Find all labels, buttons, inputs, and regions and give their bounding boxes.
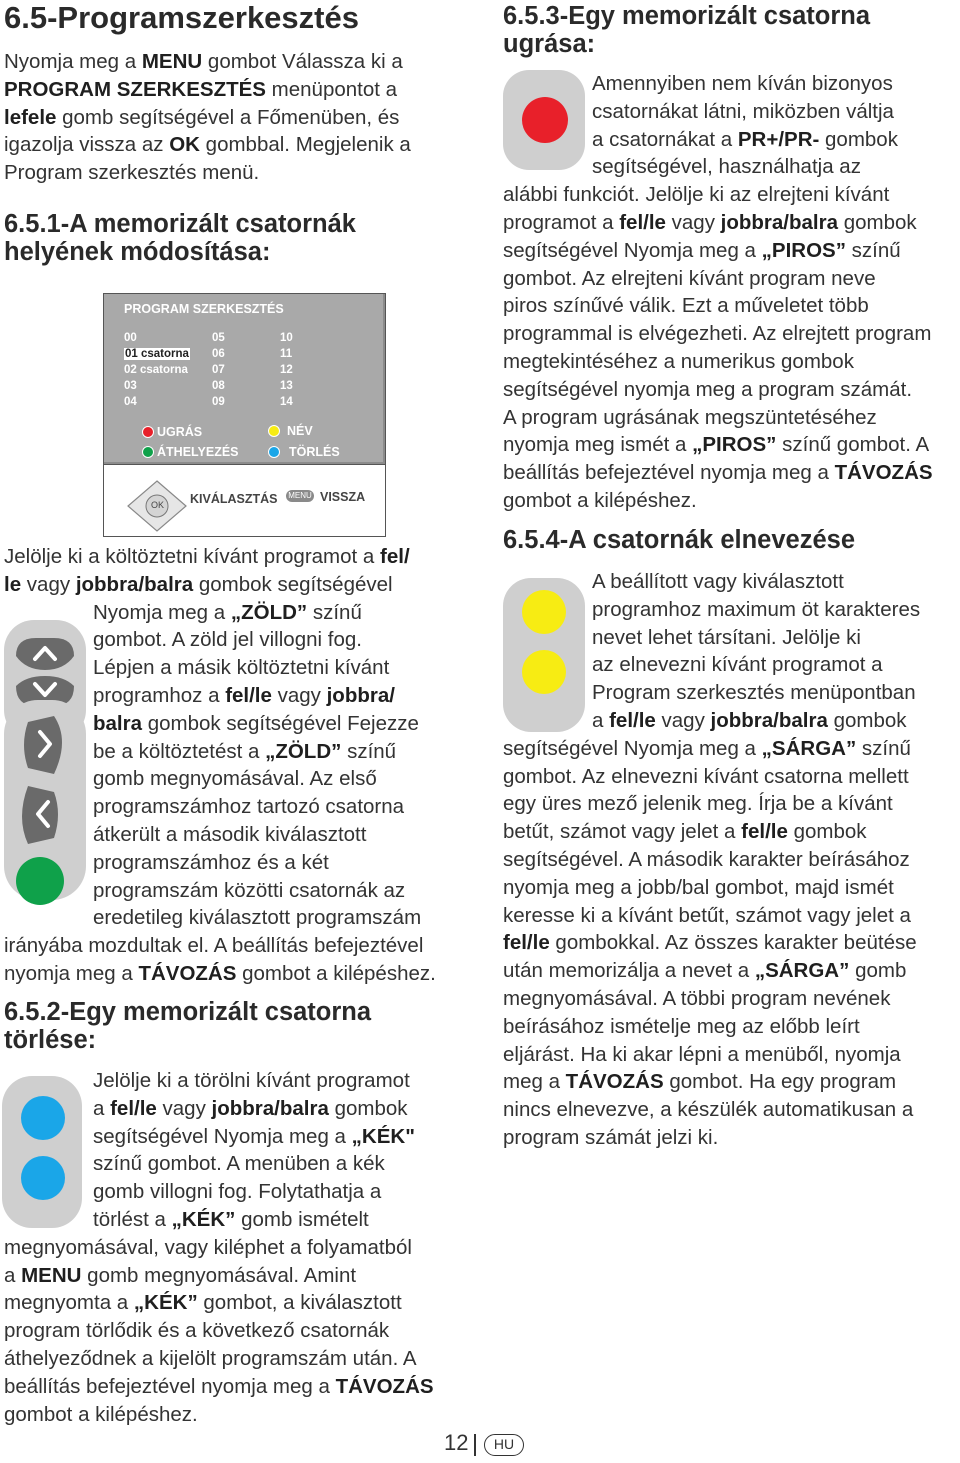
text-run: segítségével. A második karakter beírásához bbox=[503, 847, 910, 871]
text-run: program számát jelzi ki. bbox=[503, 1125, 719, 1149]
heading-654: 6.5.4-A csatornák elnevezése bbox=[503, 526, 856, 554]
text-line bbox=[503, 679, 920, 707]
text-line bbox=[503, 153, 933, 181]
text-run: gomb bbox=[849, 959, 907, 983]
language-badge: HU bbox=[484, 1434, 524, 1456]
bold-term: lefele bbox=[4, 105, 57, 129]
text-line bbox=[503, 735, 920, 763]
text-run: programmal is elvégezheti. Az elrejtett program bbox=[503, 322, 932, 346]
back-label: VISSZA bbox=[320, 490, 366, 504]
menu-channel-cell: 12 bbox=[280, 364, 293, 376]
text-run: vagy bbox=[156, 1096, 212, 1120]
text-line bbox=[4, 1206, 434, 1234]
text-run: eredetileg kiválasztott programszám bbox=[93, 906, 422, 930]
text-run: a csatornákat a bbox=[592, 127, 738, 151]
text-line bbox=[503, 985, 920, 1013]
menu-channel-cell: 06 bbox=[212, 348, 225, 360]
bold-term: balra bbox=[93, 711, 142, 735]
text-line bbox=[503, 596, 920, 624]
text-line bbox=[4, 960, 436, 988]
text-run: nyomja meg a jobb/bal gombot, majd ismét bbox=[503, 875, 894, 899]
text-run: gomb segítségével a Főmenüben, és bbox=[56, 105, 400, 129]
menu-channel-cell: 04 bbox=[124, 396, 137, 408]
text-run: gombok bbox=[838, 210, 917, 234]
select-label: KIVÁLASZTÁS bbox=[190, 492, 278, 506]
text-run: gombokkal. Az összes karakter beütése bbox=[549, 931, 917, 955]
text-run: be a költöztetést a bbox=[93, 739, 266, 763]
text-run: alábbi funkciót. Jelölje ki az elrejteni kívánt bbox=[503, 183, 890, 207]
text-line bbox=[503, 1041, 920, 1069]
text-line bbox=[4, 76, 411, 104]
text-line bbox=[503, 404, 933, 432]
text-line bbox=[503, 957, 920, 985]
menu-channel-cell: 14 bbox=[280, 396, 293, 408]
text-line bbox=[503, 929, 920, 957]
text-run: Amennyiben nem kíván bizonyos bbox=[592, 72, 893, 95]
text-run: nyomja meg a bbox=[4, 961, 139, 985]
text-run: színű bbox=[307, 600, 362, 624]
text-line bbox=[503, 1013, 920, 1041]
heading-652-line1: 6.5.2-Egy memorizált csatorna bbox=[4, 998, 372, 1026]
menu-channel-cell: 00 bbox=[124, 332, 137, 344]
text-run: színű gombot. A menüben a kék bbox=[93, 1152, 385, 1176]
text-run: meg a bbox=[503, 1070, 566, 1094]
text-run: gombok segítségével Fejezze bbox=[142, 711, 419, 735]
text-run: beírásához ismételje meg az előbb leírt bbox=[503, 1014, 860, 1038]
text-line bbox=[503, 265, 933, 293]
menu-title: PROGRAM SZERKESZTÉS bbox=[124, 302, 284, 316]
text-line bbox=[4, 1262, 434, 1290]
text-run: gombot Válassza ki a bbox=[202, 50, 403, 73]
menu-channel-cell: 11 bbox=[280, 348, 293, 360]
bold-term: MENU bbox=[141, 50, 203, 73]
bold-term: TÁVOZÁS bbox=[834, 461, 933, 485]
text-run: Program szerkesztés menüpontban bbox=[592, 681, 916, 705]
text-run: színű bbox=[845, 238, 901, 262]
text-run: megnyomásával, vagy kiléphet a folyamatból bbox=[4, 1235, 412, 1259]
text-line bbox=[4, 104, 411, 132]
text-line bbox=[4, 1401, 434, 1429]
bold-term: jobbra/balra bbox=[75, 572, 194, 596]
paragraph-654 bbox=[503, 568, 920, 1152]
text-run: Nyomja meg a bbox=[93, 600, 231, 624]
text-line bbox=[503, 902, 920, 930]
text-run: segítségével Nyomja meg a bbox=[503, 736, 762, 760]
text-run: csatornákat látni, miközben váltja bbox=[592, 99, 894, 123]
text-run: gombot a kilépéshez. bbox=[503, 488, 697, 512]
text-line bbox=[503, 292, 933, 320]
text-run: nevet lehet társítani. Jelölje ki bbox=[592, 625, 861, 649]
heading-652 bbox=[4, 998, 371, 1054]
text-run: a bbox=[4, 1263, 22, 1287]
text-run: gombot. Az elrejteni kívánt program neve bbox=[503, 266, 876, 290]
text-line bbox=[503, 459, 933, 487]
yellow-dot-icon bbox=[268, 425, 280, 437]
text-line bbox=[503, 487, 933, 515]
text-run: gombbal. Megjelenik a bbox=[199, 133, 411, 157]
text-run: gombot a kilépéshez. bbox=[236, 961, 436, 985]
menu-option-name: NÉV bbox=[287, 424, 313, 438]
heading-651 bbox=[4, 210, 356, 266]
text-line bbox=[503, 348, 933, 376]
text-run: betűt, számot vagy jelet a bbox=[503, 820, 742, 844]
heading-653 bbox=[503, 2, 870, 58]
heading-651-line2: helyének módosítása: bbox=[4, 238, 271, 266]
text-line bbox=[4, 1289, 434, 1317]
menu-help-bar bbox=[103, 465, 386, 537]
text-run: Lépjen a másik költöztetni kívánt bbox=[93, 656, 390, 680]
text-run: gombok bbox=[787, 820, 867, 844]
text-run: gomb megnyomásával. Az első bbox=[93, 767, 377, 791]
bold-term: fel/le bbox=[225, 683, 272, 707]
bold-term: fel/le bbox=[110, 1096, 157, 1120]
menu-channel-cell: 02 csatorna bbox=[124, 364, 188, 376]
text-line bbox=[503, 874, 920, 902]
text-line bbox=[4, 1345, 434, 1373]
bold-term: „PIROS” bbox=[692, 433, 777, 457]
bold-term: le bbox=[4, 572, 22, 596]
text-line bbox=[503, 376, 933, 404]
text-run: segítségével, használhatja az bbox=[592, 155, 861, 179]
text-run: színű bbox=[341, 739, 397, 763]
bold-term: jobbra/ bbox=[326, 683, 395, 707]
text-run: segítségével Nyomja meg a bbox=[503, 238, 762, 262]
text-run: A program ugrásának megszüntetéséhez bbox=[503, 405, 877, 429]
menu-channel-cell: 08 bbox=[212, 380, 225, 392]
text-run: gomb villogni fog. Folytathatja a bbox=[93, 1180, 382, 1204]
text-line bbox=[503, 1068, 920, 1096]
text-run: gombot a kilépéshez. bbox=[4, 1402, 198, 1426]
text-line bbox=[503, 320, 933, 348]
text-run: megtekintéséhez a numerikus gombok bbox=[503, 349, 854, 373]
text-run: színű bbox=[856, 736, 911, 760]
text-run: gombot. A zöld jel villogni fog. bbox=[93, 628, 362, 652]
text-run: áthelyeződnek a kijelölt programszám után. A bbox=[4, 1346, 417, 1370]
text-line bbox=[503, 624, 920, 652]
text-run: vagy bbox=[665, 210, 721, 234]
text-run: gombot. Ha egy program bbox=[663, 1070, 897, 1094]
text-run: segítségével Nyomja meg a bbox=[93, 1124, 352, 1148]
text-run: után memorizálja a nevet a bbox=[503, 959, 755, 983]
paragraph-intro bbox=[4, 48, 411, 187]
text-run: piros színűvé válik. Ezt a műveletet több bbox=[503, 294, 869, 318]
text-run: Program szerkesztés menü. bbox=[4, 161, 260, 185]
text-run: vagy bbox=[271, 683, 327, 707]
text-line bbox=[4, 159, 411, 187]
menu-key-icon: MENU bbox=[286, 490, 314, 502]
text-run: keresse ki a kívánt betűt, számot vagy jelet a bbox=[503, 903, 911, 927]
text-run: vagy bbox=[655, 708, 711, 732]
menu-channel-cell: 09 bbox=[212, 396, 225, 408]
text-run: gomb ismételt bbox=[235, 1207, 369, 1231]
text-run: programhoz maximum öt karakteres bbox=[592, 597, 921, 621]
text-line bbox=[503, 846, 920, 874]
text-run: beállítás befejeztével nyomja meg a bbox=[4, 1374, 336, 1398]
heading-652-line2: törlése: bbox=[4, 1026, 97, 1054]
text-line bbox=[503, 98, 933, 126]
text-line bbox=[4, 571, 436, 599]
bold-term: MENU bbox=[21, 1263, 82, 1287]
text-line bbox=[4, 1373, 434, 1401]
text-run: Nyomja meg a bbox=[4, 50, 142, 73]
text-run: eljárást. Ha ki akar lépni a menüből, nyomja bbox=[503, 1042, 901, 1066]
menu-channel-cell: 03 bbox=[124, 380, 137, 392]
menu-channel-cell: 13 bbox=[280, 380, 293, 392]
text-line bbox=[503, 818, 920, 846]
bold-term: TÁVOZÁS bbox=[335, 1374, 434, 1398]
text-run: megnyomásával. A többi program nevének bbox=[503, 986, 891, 1010]
text-run: programszámhoz és a két bbox=[93, 850, 329, 874]
text-run: színű gombot. A bbox=[776, 433, 930, 457]
text-run: gombok bbox=[827, 708, 907, 732]
text-line bbox=[4, 932, 436, 960]
text-run: gombok bbox=[328, 1096, 408, 1120]
bold-term: „PIROS” bbox=[761, 238, 846, 262]
text-line bbox=[503, 790, 920, 818]
text-run: gombok bbox=[819, 127, 898, 151]
text-run: a bbox=[592, 708, 610, 732]
green-button-icon bbox=[16, 857, 64, 905]
footer-divider bbox=[474, 1434, 476, 1456]
heading-653-line2: ugrása: bbox=[503, 30, 596, 58]
text-run: nincs elnevezve, a készülék automatikusan a bbox=[503, 1098, 914, 1122]
text-run: programot a bbox=[503, 210, 620, 234]
text-run: Jelölje ki a költöztetni kívánt programot a bbox=[4, 545, 381, 568]
bold-term: fel/le bbox=[619, 210, 666, 234]
page-number-value: 12 bbox=[444, 1430, 469, 1455]
page-number bbox=[444, 1430, 468, 1456]
text-line bbox=[503, 1096, 920, 1124]
text-run: egy üres mező jelenik meg. Írja be a kívánt bbox=[503, 792, 893, 816]
red-dot-icon bbox=[142, 426, 154, 438]
menu-channel-cell: 07 bbox=[212, 364, 225, 376]
text-run: a bbox=[93, 1096, 111, 1120]
text-run: nyomja meg ismét a bbox=[503, 433, 693, 457]
bold-term: „KÉK” bbox=[133, 1291, 198, 1315]
text-line bbox=[503, 70, 933, 98]
text-run: menüpontot a bbox=[265, 77, 398, 101]
text-line bbox=[503, 209, 933, 237]
text-run: A beállított vagy kiválasztott bbox=[592, 570, 844, 593]
text-line bbox=[4, 1178, 434, 1206]
paragraph-652 bbox=[4, 1067, 434, 1428]
text-line bbox=[503, 707, 920, 735]
heading-programszerkesztes: 6.5-Programszerkesztés bbox=[4, 0, 359, 35]
text-line bbox=[503, 126, 933, 154]
bold-term: jobbra/balra bbox=[710, 708, 828, 732]
program-edit-menu bbox=[103, 293, 386, 465]
text-line bbox=[4, 48, 411, 76]
text-line bbox=[4, 131, 411, 159]
text-line bbox=[503, 1124, 920, 1152]
text-run: programszámhoz tartozó csatorna bbox=[93, 795, 405, 819]
bold-term: fel/le bbox=[503, 931, 550, 955]
text-run: programhoz a bbox=[93, 683, 226, 707]
menu-option-delete: TÖRLÉS bbox=[289, 445, 340, 459]
paragraph-653 bbox=[503, 70, 933, 515]
text-run: segítségével nyomja meg a program számát. bbox=[503, 377, 913, 401]
text-run: program törlődik és a következő csatornák bbox=[4, 1319, 390, 1343]
bold-term: fel/le bbox=[609, 708, 656, 732]
green-dot-icon bbox=[142, 446, 154, 458]
bold-term: jobbra/balra bbox=[720, 210, 838, 234]
heading-653-line1: 6.5.3-Egy memorizált csatorna bbox=[503, 2, 871, 30]
text-run: vagy bbox=[21, 572, 76, 596]
bold-term: fel/le bbox=[741, 820, 788, 844]
text-line bbox=[4, 1150, 434, 1178]
bold-term: „KÉK" bbox=[351, 1124, 415, 1148]
text-line bbox=[4, 904, 436, 932]
bold-term: fel/ bbox=[380, 545, 410, 568]
text-run: az elnevezni kívánt programot a bbox=[592, 653, 883, 677]
text-run: gombok segítségével bbox=[193, 572, 393, 596]
bold-term: „ZÖLD” bbox=[230, 600, 308, 624]
text-run: megnyomta a bbox=[4, 1291, 134, 1315]
ok-label: OK bbox=[151, 500, 165, 510]
text-line bbox=[4, 1234, 434, 1262]
bold-term: TÁVOZÁS bbox=[565, 1070, 664, 1094]
bold-term: PROGRAM SZERKESZTÉS bbox=[4, 77, 266, 101]
blue-dot-icon bbox=[268, 446, 280, 458]
bold-term: PR+/PR- bbox=[737, 127, 820, 151]
text-line bbox=[4, 1317, 434, 1345]
text-line bbox=[503, 651, 920, 679]
bold-term: „SÁRGA” bbox=[754, 959, 850, 983]
bold-term: jobbra/balra bbox=[211, 1096, 329, 1120]
bold-term: „SÁRGA” bbox=[761, 736, 857, 760]
text-line bbox=[4, 1095, 434, 1123]
text-run: gombot. Az elnevezni kívánt csatorna mellett bbox=[503, 764, 909, 788]
menu-channel-cell: 05 bbox=[212, 332, 225, 344]
text-line bbox=[4, 1123, 434, 1151]
bold-term: OK bbox=[169, 133, 200, 157]
text-run: igazolja vissza az bbox=[4, 133, 170, 157]
text-line bbox=[503, 763, 920, 791]
text-line bbox=[4, 1067, 434, 1095]
menu-option-jump: UGRÁS bbox=[157, 425, 203, 439]
menu-option-move: ÁTHELYEZÉS bbox=[157, 445, 239, 459]
text-line bbox=[503, 568, 920, 596]
text-run: gomb megnyomásával. Amint bbox=[81, 1263, 357, 1287]
text-run: Jelölje ki a törölni kívánt programot bbox=[93, 1069, 410, 1092]
text-line bbox=[503, 237, 933, 265]
menu-channel-cell: 10 bbox=[280, 332, 293, 344]
heading-651-line1: 6.5.1-A memorizált csatornák bbox=[4, 210, 356, 238]
text-line bbox=[4, 543, 436, 571]
text-run: beállítás befejeztével nyomja meg a bbox=[503, 461, 835, 485]
bold-term: „KÉK” bbox=[171, 1207, 236, 1231]
bold-term: TÁVOZÁS bbox=[138, 961, 237, 985]
bold-term: „ZÖLD” bbox=[265, 739, 342, 763]
text-run: irányába mozdultak el. A beállítás befejeztével bbox=[4, 934, 424, 958]
text-line bbox=[503, 431, 933, 459]
text-line bbox=[503, 181, 933, 209]
menu-channel-cell: 01 csatorna bbox=[125, 348, 189, 360]
text-run: törlést a bbox=[93, 1207, 172, 1231]
text-run: átkerült a második kiválasztott bbox=[93, 822, 367, 846]
text-run: programszám közötti csatornák az bbox=[93, 878, 406, 902]
text-run: gombot, a kiválasztott bbox=[197, 1291, 402, 1315]
